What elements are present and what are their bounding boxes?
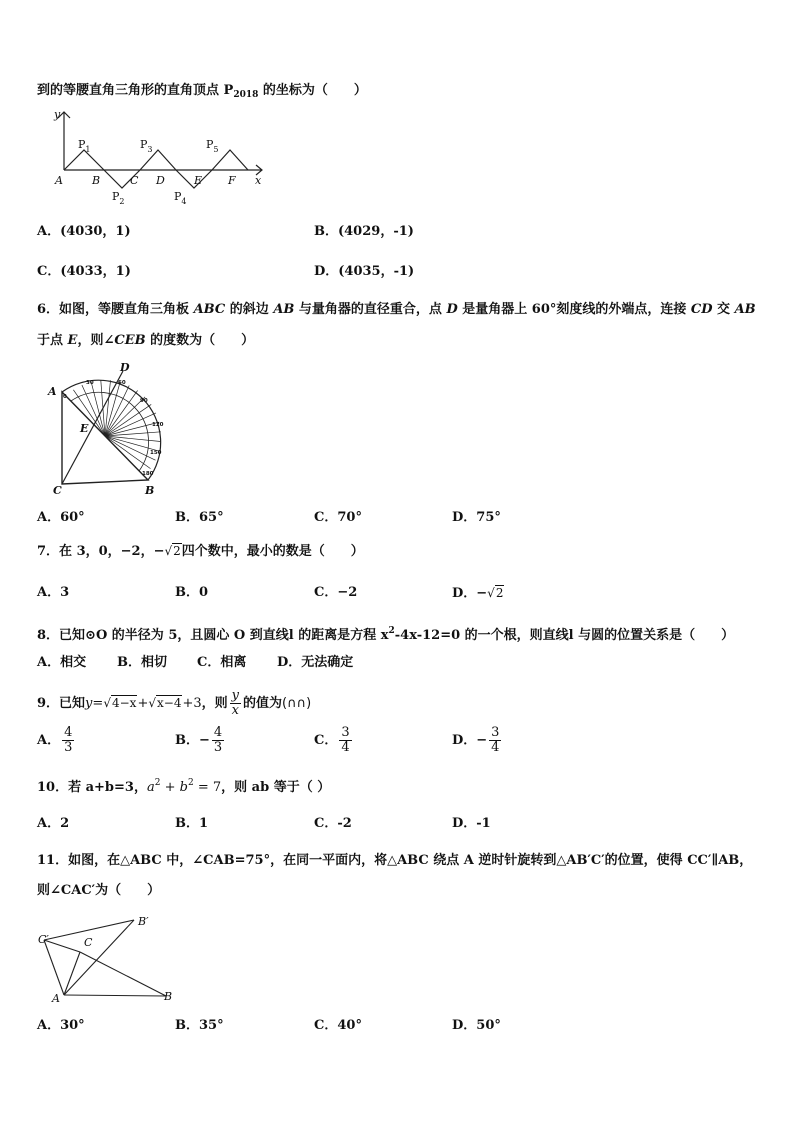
q11-option-d: D．50°	[452, 1018, 501, 1033]
label-D: D	[156, 174, 165, 187]
q10-stem: 10．若 a+b=3，$a^2 + b^2 = 7$，则 ab 等于（ ）	[37, 778, 331, 795]
q7-option-a: A．3	[37, 585, 70, 600]
protractor-ray	[105, 436, 144, 476]
q5-option-b: B．(4029，-1)	[314, 224, 414, 239]
y-over-x: $\frac{y}{x}$	[231, 688, 240, 718]
q11-figure	[34, 910, 184, 1005]
q9-option-c: C． $\frac{3}{4}$	[314, 725, 350, 755]
protractor-ray	[105, 436, 151, 469]
q11-option-a: A．30°	[37, 1018, 85, 1033]
label-P1: $P_1$	[78, 138, 91, 154]
segment-CC-prime	[44, 940, 80, 952]
segment-AC-prime	[44, 940, 64, 995]
triangle-abc	[62, 392, 148, 484]
tick-60: 60	[118, 380, 126, 386]
label-P5: $P_5$	[206, 138, 219, 154]
tick-120: 120	[152, 422, 164, 428]
label-C: C	[130, 174, 139, 187]
q5-stem-subscript: 2018	[233, 90, 259, 100]
q10-option-b: B．1	[175, 816, 209, 831]
tick-90: 90	[140, 398, 148, 404]
q5-option-d: D．(4035，-1)	[314, 264, 415, 279]
q7-option-b: B．0	[175, 585, 209, 600]
q6-stem-line1: 6．如图，等腰直角三角板 ABC 的斜边 AB 与量角器的直径重合，点 D 是量角器上 60°刻度线的外端点，连接 CD 交 AB	[37, 302, 756, 317]
label-E: E	[194, 174, 203, 187]
q9-stem: 9．已知y=√4−x+√x−4+3，则 $\frac{y}{x}$ 的值为(∩∩)	[37, 688, 312, 718]
q8-option-c: C．相离	[197, 655, 247, 670]
segment-CB	[80, 952, 166, 996]
label-B: B	[164, 990, 173, 1003]
label-y: y	[54, 108, 61, 121]
q5-stem	[37, 82, 367, 104]
q5-figure	[40, 108, 270, 208]
label-P4: $P_4$	[174, 190, 187, 206]
q8-option-a: A．相交	[37, 655, 87, 670]
q9-option-a: A． $\frac{4}{3}$	[37, 725, 73, 755]
q7-option-d: D．−√2	[452, 586, 504, 601]
label-C-prime: C′	[38, 933, 49, 946]
label-C: C	[84, 936, 93, 949]
label-E: E	[80, 422, 89, 435]
q6-option-a: A．60°	[37, 510, 85, 525]
q10-option-a: A．2	[37, 816, 70, 831]
q11-stem-line2: 则∠CAC′为（ ）	[37, 883, 161, 898]
label-P3: $P_3$	[140, 138, 153, 154]
q11-option-b: B．35°	[175, 1018, 224, 1033]
q5-option-a: A．(4030，1)	[37, 224, 131, 239]
q6-option-b: B．65°	[175, 510, 224, 525]
q5-stem-text-end: 的坐标为（ ）	[258, 83, 367, 98]
label-B-prime: B′	[138, 915, 149, 928]
q6-figure	[44, 362, 194, 497]
tick-0: 0	[63, 394, 67, 400]
sqrt-symbol: √2	[487, 586, 504, 600]
label-x: x	[255, 174, 262, 187]
q10-option-d: D．-1	[452, 816, 491, 831]
label-D: D	[120, 361, 130, 374]
label-A: A	[55, 174, 63, 187]
q9-option-d: D．− $\frac{3}{4}$	[452, 725, 500, 755]
segment-AB-prime	[64, 920, 134, 995]
label-C: C	[53, 484, 62, 497]
label-A: A	[48, 385, 57, 398]
sqrt-symbol: √4−x	[103, 696, 137, 710]
q8-option-b: B．相切	[117, 655, 167, 670]
q10-option-c: C．-2	[314, 816, 352, 831]
sqrt-symbol: √2	[164, 544, 181, 558]
tick-180: 180	[142, 471, 154, 477]
q7-stem: 7．在 3，0，−2，−√2四个数中，最小的数是（ ）	[37, 544, 364, 559]
q6-option-c: C．70°	[314, 510, 362, 525]
sqrt-symbol: √x−4	[148, 696, 182, 710]
q5-option-c: C．(4033，1)	[37, 264, 131, 279]
q11-stem-line1: 11．如图，在△ABC 中，∠CAB=75°，在同一平面内，将△ABC 绕点 A 逆时针旋转到△AB′C′的位置，使得 CC′∥AB，	[37, 853, 753, 868]
segment-AC	[64, 952, 80, 995]
q8-option-d: D．无法确定	[277, 655, 354, 670]
protractor-ray	[105, 404, 151, 436]
label-F: F	[228, 174, 236, 187]
q9-option-b: B．− $\frac{4}{3}$	[175, 725, 223, 755]
q10-equation: $a^2 + b^2 = 7$	[146, 778, 222, 795]
q6-option-d: D．75°	[452, 510, 501, 525]
q8-stem: 8．已知⊙O 的半径为 5，且圆心 O 到直线l 的距离是方程 $x^2-4x-12=0$ 的一个根，则直线l 与圆的位置关系是（ ）	[37, 626, 735, 643]
tick-30: 30	[86, 380, 94, 386]
segment-AB	[64, 995, 166, 996]
q11-option-c: C．40°	[314, 1018, 362, 1033]
tick-150: 150	[150, 450, 162, 456]
protractor-ray	[105, 436, 161, 442]
label-B: B	[145, 484, 155, 497]
q6-stem-line2: 于点 E，则∠CEB 的度数为（ ）	[37, 333, 255, 348]
protractor-ray	[105, 380, 111, 436]
label-A: A	[52, 992, 60, 1005]
label-P2: $P_2$	[112, 190, 125, 206]
q5-stem-text: 到的等腰直角三角形的直角顶点 P	[37, 83, 234, 98]
label-B: B	[92, 174, 101, 187]
q7-option-c: C．−2	[314, 585, 358, 600]
